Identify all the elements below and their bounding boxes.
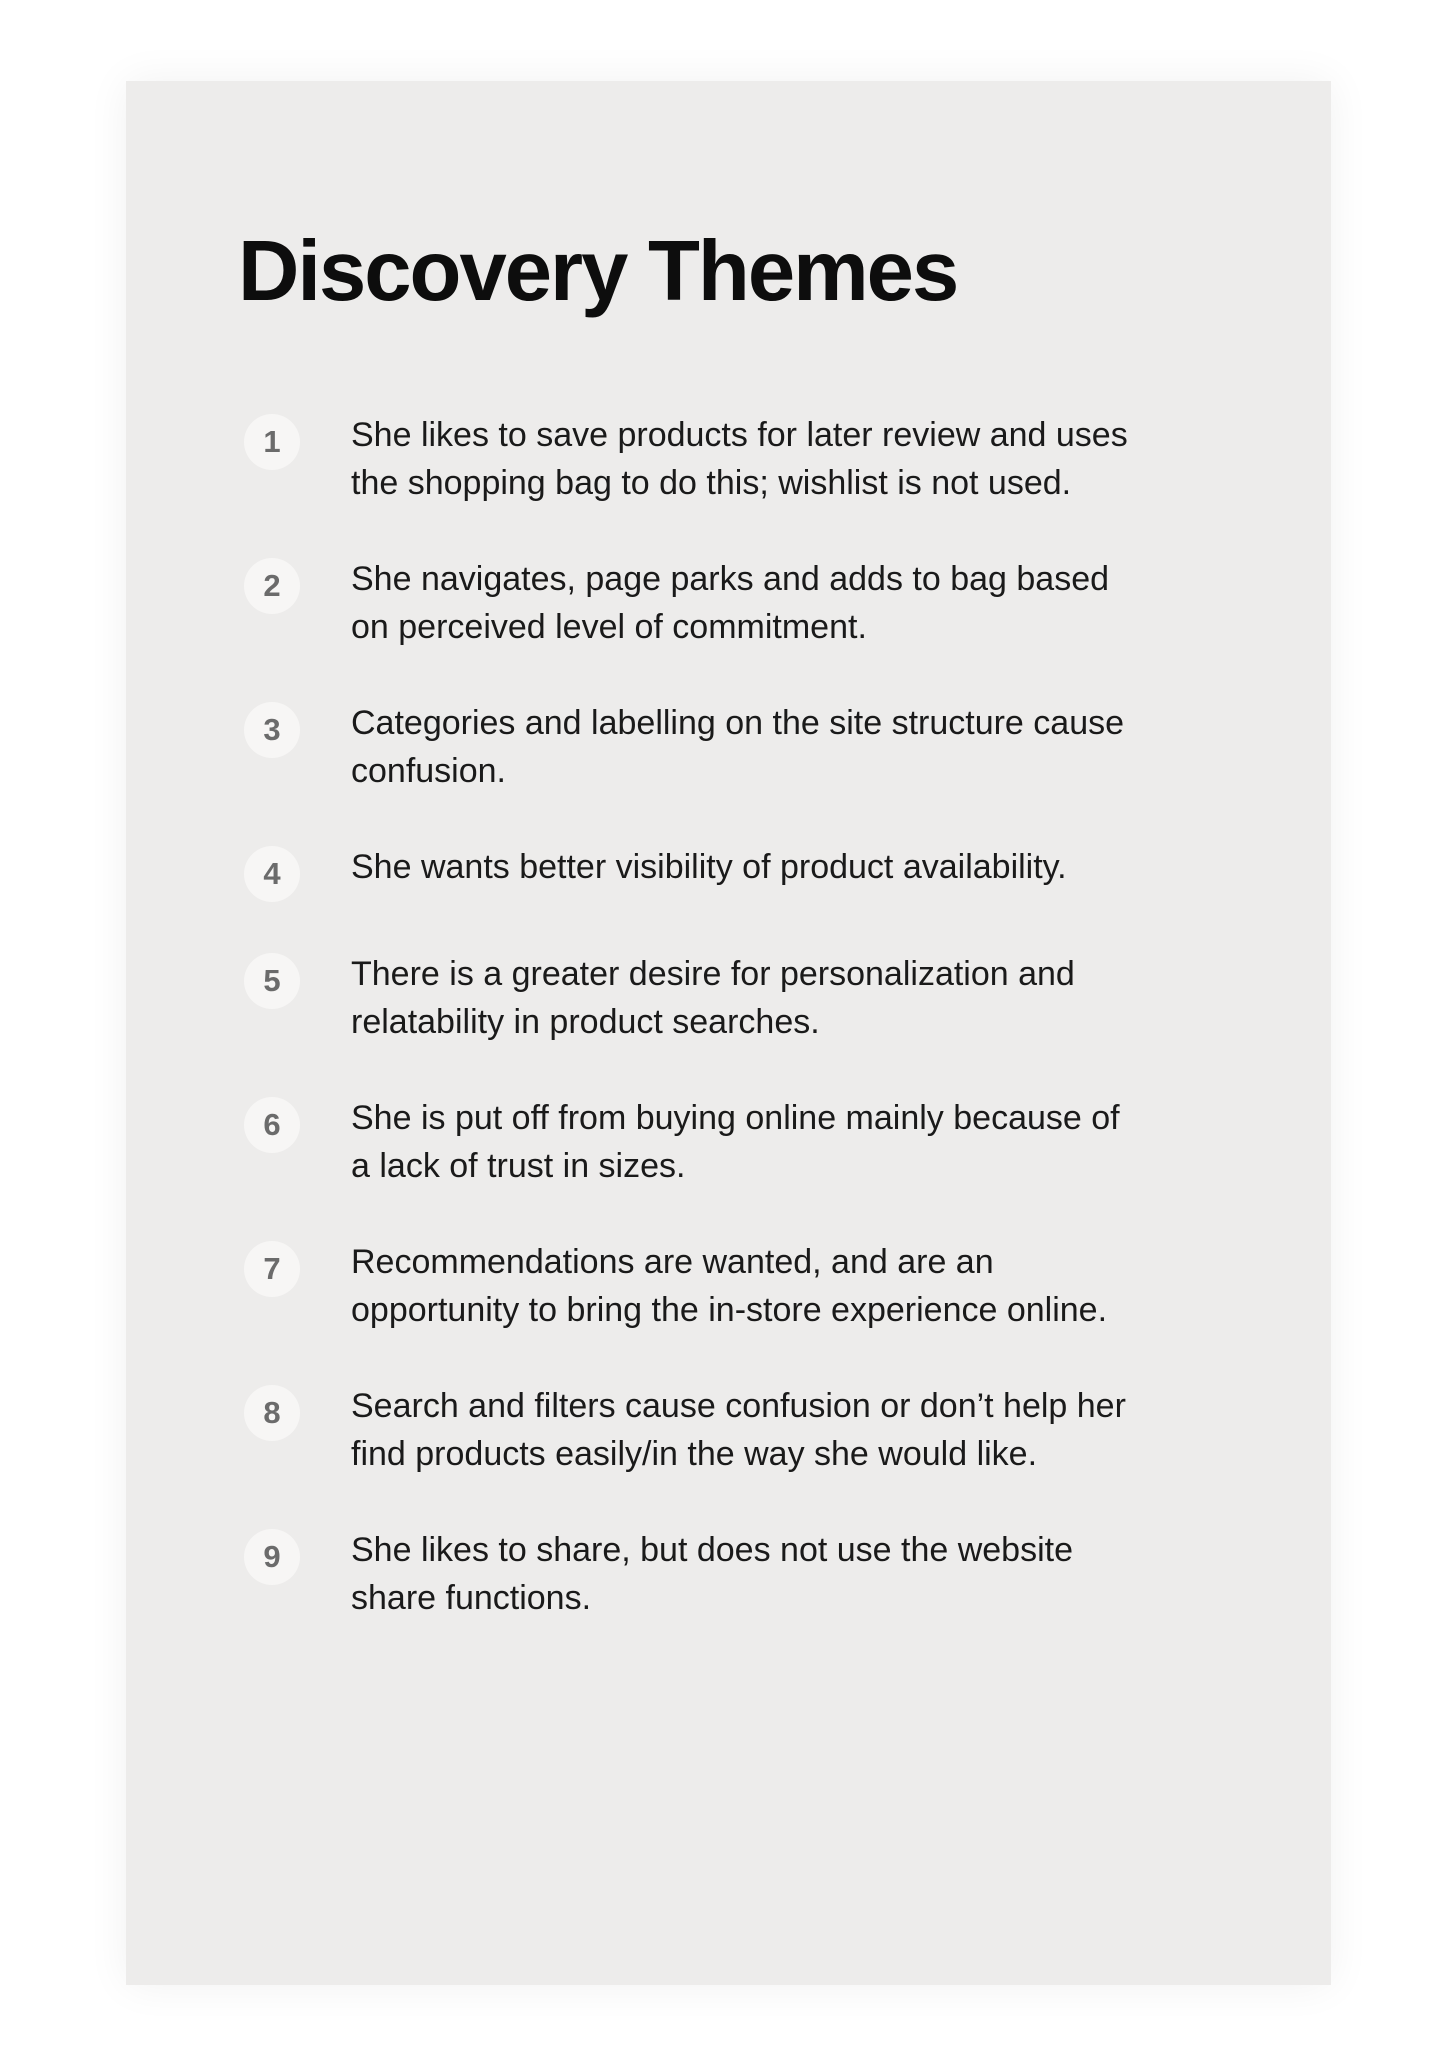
- theme-text: Categories and labelling on the site structure cause confusion.: [351, 704, 1125, 790]
- theme-item-6: [244, 1094, 1141, 1190]
- theme-item-9: [244, 1526, 1141, 1622]
- page-title: Discovery Themes: [238, 224, 958, 319]
- theme-number-badge: 9: [244, 1529, 300, 1585]
- theme-item-2: [244, 555, 1141, 651]
- theme-item-8: [244, 1382, 1141, 1478]
- theme-text: Search and filters cause confusion or don’t help her find products easily/in the way she would like.: [351, 1387, 1126, 1473]
- theme-text: She is put off from buying online mainly because of a lack of trust in sizes.: [351, 1099, 1120, 1185]
- theme-number-badge: 4: [244, 846, 300, 902]
- theme-text: She likes to save products for later review and uses the shopping bag to do this; wishlist is not used.: [351, 416, 1128, 502]
- theme-number-badge: 3: [244, 702, 300, 758]
- theme-text: Recommendations are wanted, and are an opportunity to bring the in-store experience online.: [351, 1243, 1108, 1329]
- theme-item-3: [244, 699, 1141, 795]
- theme-number-badge: 2: [244, 558, 300, 614]
- theme-card: [126, 81, 1331, 1985]
- theme-item-4: [244, 843, 1141, 902]
- theme-text: She navigates, page parks and adds to bag based on perceived level of commitment.: [351, 560, 1110, 646]
- theme-text: She likes to share, but does not use the website share functions.: [351, 1531, 1074, 1617]
- theme-number-badge: 6: [244, 1097, 300, 1153]
- theme-text: There is a greater desire for personalization and relatability in product searches.: [351, 955, 1075, 1041]
- theme-text: She wants better visibility of product availability.: [351, 848, 1067, 886]
- theme-list: [244, 411, 1141, 1670]
- theme-number-badge: 8: [244, 1385, 300, 1441]
- theme-item-1: [244, 411, 1141, 507]
- theme-item-5: [244, 950, 1141, 1046]
- theme-item-7: [244, 1238, 1141, 1334]
- theme-number-badge: 7: [244, 1241, 300, 1297]
- theme-number-badge: 5: [244, 953, 300, 1009]
- theme-number-badge: 1: [244, 414, 300, 470]
